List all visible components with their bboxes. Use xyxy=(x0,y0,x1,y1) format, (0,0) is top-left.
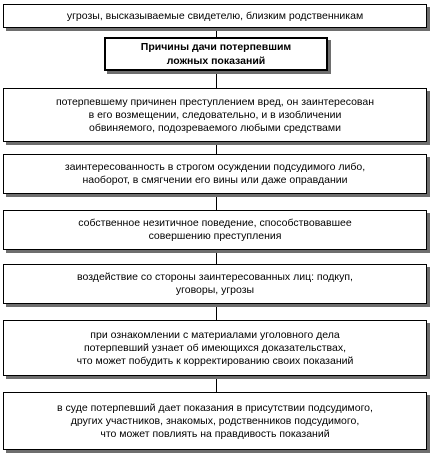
connector-line xyxy=(216,142,217,154)
box-text: потерпевшему причинен преступлением вред, он заинтересован в его возмещении, следовательно, и в изобличении обвиняемого, подозреваемого любыми средствами xyxy=(55,95,375,134)
box-text: воздействие со стороны заинтересованных лиц: подкуп, уговоры, угрозы xyxy=(77,271,353,296)
box-interest-conviction xyxy=(3,154,427,194)
connector-line xyxy=(216,304,217,320)
connector-line xyxy=(216,194,217,210)
box-text: угрозы, высказываемые свидетелю, близким родственникам xyxy=(66,9,364,22)
box-harm-compensation xyxy=(3,88,427,142)
box-threats-witness xyxy=(3,4,427,28)
box-text: в суде потерпевший дает показания в присутствии подсудимого, других участников, знакомых, родственников подсудимого, что может повлиять на правдивость показаний xyxy=(57,401,373,440)
box-title-causes xyxy=(104,37,328,71)
box-case-materials xyxy=(3,320,427,376)
box-text: собственное незитичное поведение, способствовавшее совершению преступления xyxy=(78,217,352,242)
title-text: Причины дачи потерпевшим ложных показаний xyxy=(140,41,292,67)
box-influence xyxy=(3,264,427,304)
connector-line xyxy=(216,376,217,392)
box-court-testimony xyxy=(3,392,427,450)
connector-line xyxy=(216,70,217,88)
box-text: при ознакомлении с материалами уголовного дела потерпевший узнает об имеющихся доказательствах, что может побудить к корректированию своих показаний xyxy=(76,328,354,367)
box-text: заинтересованность в строгом осуждении подсудимого либо, наоборот, в смягчении его вины или даже оправдании xyxy=(64,161,366,186)
connector-line xyxy=(216,250,217,264)
box-own-behavior xyxy=(3,210,427,250)
